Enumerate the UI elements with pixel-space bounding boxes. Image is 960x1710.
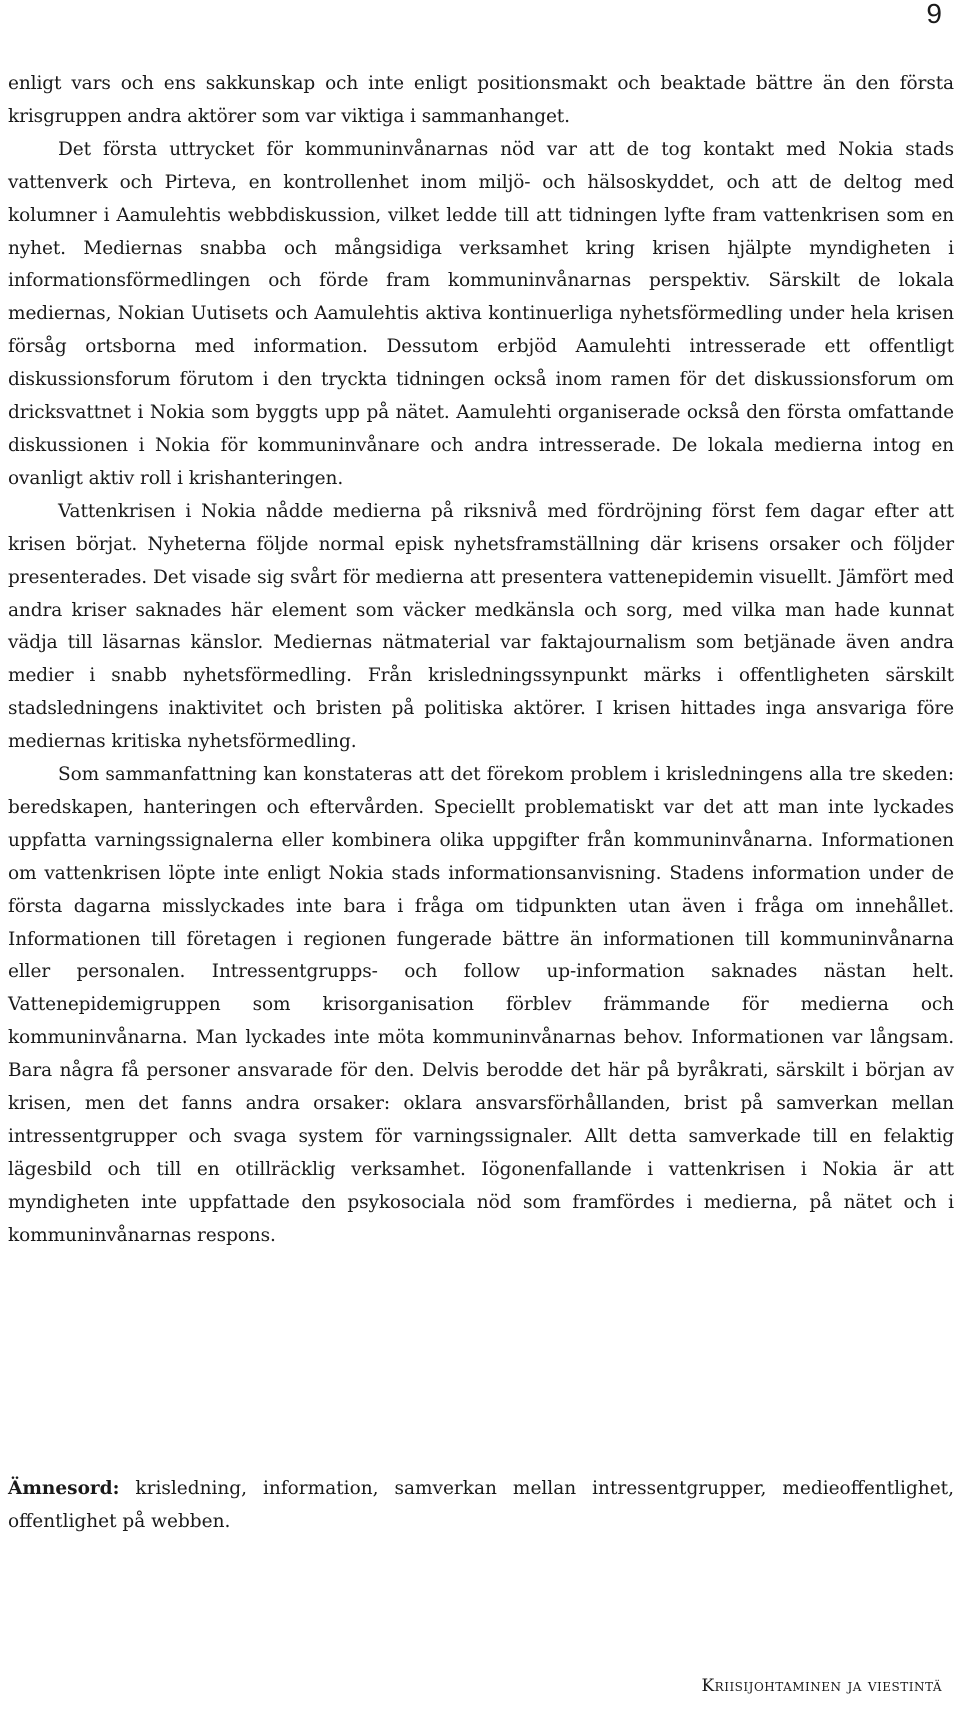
paragraph: enligt vars och ens sakkunskap och inte enligt positionsmakt och beaktade bättre än den första krisgruppen andra aktörer som var viktiga i sammanhanget. <box>8 73 954 127</box>
keywords-text: krisledning, information, samverkan mellan intressentgrupper, medieoffentlighet, offentlighet på webben. <box>8 1478 954 1532</box>
running-footer: Kriisijohtaminen ja viestintä <box>701 1676 942 1696</box>
page-number: 9 <box>926 0 942 29</box>
body-text <box>8 68 954 1253</box>
paragraph: Det första uttrycket för kommuninvånarnas nöd var att de tog kontakt med Nokia stads vattenverk och Pirteva, en kontrollenhet inom miljö- och hälsoskyddet, och att de deltog med kolumner i Aamulehtis webbdiskussion, vilket ledde till att tidningen lyfte fram vattenkrisen som en nyhet. Mediernas snabba och mångsidiga verksamhet kring krisen hjälpte myndigheten i informationsförmedlingen och förde fram kommuninvånarnas perspektiv. Särskilt de lokala mediernas, Nokian Uutisets och Aamulehtis aktiva kontinuerliga nyhetsförmedling under hela krisen försåg ortsborna med information. Dessutom erbjöd Aamulehti intresserade ett offentligt diskussionsforum förutom i den tryckta tidningen också inom ramen för det diskussionsforum om dricksvattnet i Nokia som byggts upp på nätet. Aamulehti organiserade också den första omfattande diskussionen i Nokia för kommuninvånare och andra intresserade. De lokala medierna intog en ovanligt aktiv roll i krishanteringen. <box>8 138 954 489</box>
keywords <box>8 1473 954 1539</box>
paragraph: Vattenkrisen i Nokia nådde medierna på riksnivå med fördröjning först fem dagar efter att krisen börjat. Nyheterna följde normal episk nyhetsframställning där krisens orsaker och följder presenterades. Det visade sig svårt för medierna att presentera vattenepidemin visuellt. Jämfört med andra kriser saknades här element som väcker medkänsla och sorg, med vilka man hade kunnat vädja till läsarnas känslor. Mediernas nätmaterial var faktajournalism som betjänade även andra medier i snabb nyhetsförmedling. Från krisledningssynpunkt märks i offentligheten särskilt stadsledningens inaktivitet och bristen på politiska aktörer. I krisen hittades inga ansvariga före mediernas kritiska nyhetsförmedling. <box>8 500 954 753</box>
paragraph: Som sammanfattning kan konstateras att det förekom problem i krisledningens alla tre skeden: beredskapen, hanteringen och eftervården. Speciellt problematiskt var det att man inte lyckades uppfatta varningssignalerna eller kombinera olika uppgifter från kommuninvånarna. Informationen om vattenkrisen löpte inte enligt Nokia stads informationsanvisning. Stadens information under de första dagarna misslyckades inte bara i fråga om tidpunkten utan även i fråga om innehållet. Informationen till företagen i regionen fungerade bättre än informationen till kommuninvånarna eller personalen. Intressentgrupps- och follow up-information saknades nästan helt. Vattenepidemigruppen som krisorganisation förblev främmande för medierna och kommuninvånarna. Man lyckades inte möta kommuninvånarnas behov. Informationen var långsam. Bara några få personer ansvarade för den. Delvis berodde det här på byråkrati, särskilt i början av krisen, men det fanns andra orsaker: oklara ansvarsförhållanden, brist på samverkan mellan intressentgrupper och svaga system för varningssignaler. Allt detta samverkade till en felaktig lägesbild och till en otillräcklig verksamhet. Iögonenfallande i vattenkrisen i Nokia är att myndigheten inte uppfattade den psykosociala nöd som framfördes i medierna, på nätet och i kommuninvånarnas respons. <box>8 764 954 1246</box>
keywords-label: Ämnesord: <box>8 1478 120 1499</box>
